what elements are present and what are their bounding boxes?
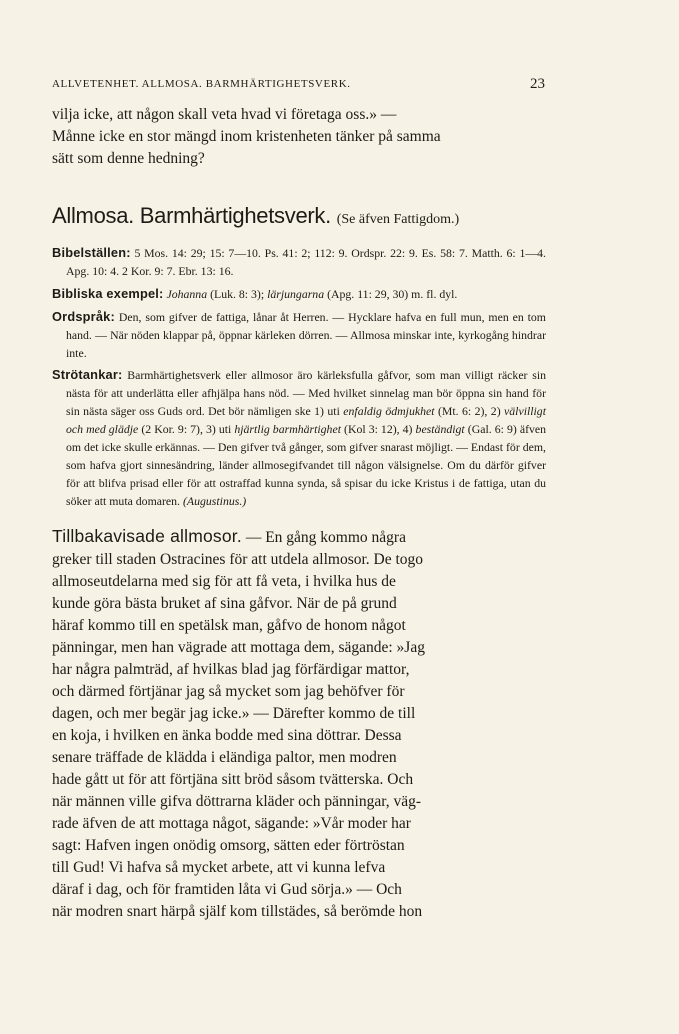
exempel-label: Bibliska exempel: — [52, 285, 164, 301]
story-line: däraf i dag, och för framtiden låta vi Gud sörja.» — Och — [52, 880, 402, 898]
story-label: Tillbakavisade allmosor. — [52, 525, 242, 546]
story-line: har några palmträd, af hvilkas blad jag förfärdigar mattor, — [52, 660, 410, 678]
strotankar-author: (Augustinus.) — [182, 493, 247, 508]
story-line: greker till staden Ostracines för att utdela allmosor. De togo — [52, 550, 424, 568]
story-line: sagt: Hafven ingen onödig omsorg, sätten eder förtröstan — [52, 836, 405, 854]
strotankar-entry — [52, 366, 546, 510]
exempel-name-larjungarna: lärjungarna — [267, 286, 325, 301]
bibelstallen-entry — [52, 244, 546, 281]
story-line: hade gått ut för att förtjäna sitt bröd såsom tvätterska. Och — [52, 770, 414, 788]
see-also-note: (Se äfven Fattigdom.) — [336, 212, 460, 227]
page-number: 23 — [530, 76, 545, 92]
strotankar-emphasis: beständigt — [415, 422, 465, 437]
story-line: rade äfven de att mottaga något, sägande: »Vår moder har — [52, 814, 411, 832]
intro-line: Månne icke en stor mängd inom kristenheten tänker på samma — [52, 128, 441, 145]
ordsprak-label: Ordspråk: — [52, 308, 115, 324]
story-line: när modren snart härpå själf kom tillstädes, så berömde hon — [52, 902, 423, 920]
story-line: senare träffade de klädda i eländiga paltor, men modren — [52, 748, 397, 766]
exempel-ref: (Luk. 8: 3); — [210, 286, 265, 301]
story-line: häraf kommo till en spetälsk man, gåfvo de honom något — [52, 616, 406, 634]
story-line: till Gud! Vi hafva så mycket arbete, att vi kunna lefva — [52, 858, 386, 876]
strotankar-text: (Mt. 6: 2), 2) — [437, 404, 501, 419]
strotankar-emphasis: hjärtlig barmhärtighet — [234, 422, 341, 437]
ordsprak-entry — [52, 308, 546, 363]
strotankar-emphasis: välvilligt och med glädje — [66, 404, 546, 437]
intro-line: vilja icke, att någon skall veta hvad vi företaga oss.» — — [52, 106, 397, 123]
ordsprak-text: Den, som gifver de fattiga, lånar åt Herren. — Hycklare hafva en full mun, men en tom hand. — När nöden klappar på, öppnar kärleken dörren. — Allmosa minskar inte, kyrkogång hindrar inte. — [66, 309, 546, 360]
strotankar-emphasis: enfaldig ödmjukhet — [343, 404, 435, 419]
bibelstallen-text: 5 Mos. 14: 29; 15: 7—10. Ps. 41: 2; 112: 9. Ordspr. 22: 9. Es. 58: 7. Matth. 6: 1—4. Apg. 10: 4. 2 Kor. 9: 7. Ebr. 13: 16. — [66, 246, 546, 278]
page-content — [52, 104, 546, 923]
strotankar-text: (Gal. 6: 9) äfven om det icke skulle erkännas. — Den gifver två gånger, som gifver snarast möjligt. — Endast för dem, som hafva gjort sinnesändring, länder allmosegifvandet till någon välsignelse. Om du därför gifver för att blifva prisad eller för att ostraffad kunna synda, så spisar du icke Kristus i de fattiga, utan du söker att muta domaren. — [66, 422, 547, 508]
story-line: pänningar, men han vägrade att mottaga dem, sägande: »Jag — [52, 638, 425, 656]
strotankar-text: Barmhärtighetsverk eller allmosor äro kärleksfulla gåfvor, som man villigt räcker sin nästa för att underlätta eller afhjälpa hans nöd. — Med hvilket sinnelag man bör öppna sin hand för sin nästa säger oss Guds ord. Det bör nämligen ske 1) uti — [66, 368, 546, 419]
exempel-name-johanna: Johanna — [166, 286, 208, 301]
story-first-line: Tillbakavisade allmosor. — En gång kommo några — [52, 525, 406, 546]
story-line: en koja, i hvilken en änka bodde med sina döttrar. Dessa — [52, 726, 402, 744]
section-heading — [52, 202, 546, 234]
story-paragraph — [52, 525, 546, 923]
story-line: och därmed förtjänar jag så mycket som jag behöfver för — [52, 682, 405, 700]
running-head: ALLVETENHET. ALLMOSA. BARMHÄRTIGHETSVERK. — [52, 78, 351, 90]
story-line: dagen, och mer begär jag icke.» — Därefter kommo de till — [52, 704, 416, 722]
story-line: kunde göra bästa bruket af sina gåfvor. När de på grund — [52, 594, 397, 612]
intro-line: sätt som denne hedning? — [52, 150, 205, 167]
bibelstallen-label: Bibelställen: — [52, 245, 131, 260]
story-line: när männen ville gifva döttrarna kläder och pänningar, väg- — [52, 792, 422, 810]
exempel-ref: (Apg. 11: 29, 30) m. fl. dyl. — [327, 286, 458, 301]
strotankar-label: Strötankar: — [52, 367, 123, 383]
intro-paragraph — [52, 104, 546, 170]
exempel-entry — [52, 285, 546, 304]
story-line: allmoseutdelarna med sig för att få veta, i hvilka hus de — [52, 572, 396, 590]
section-title: Allmosa. Barmhärtighetsverk. — [52, 203, 331, 228]
strotankar-text: (2 Kor. 9: 7), 3) uti — [141, 422, 232, 437]
strotankar-text: (Kol 3: 12), 4) — [344, 422, 413, 437]
